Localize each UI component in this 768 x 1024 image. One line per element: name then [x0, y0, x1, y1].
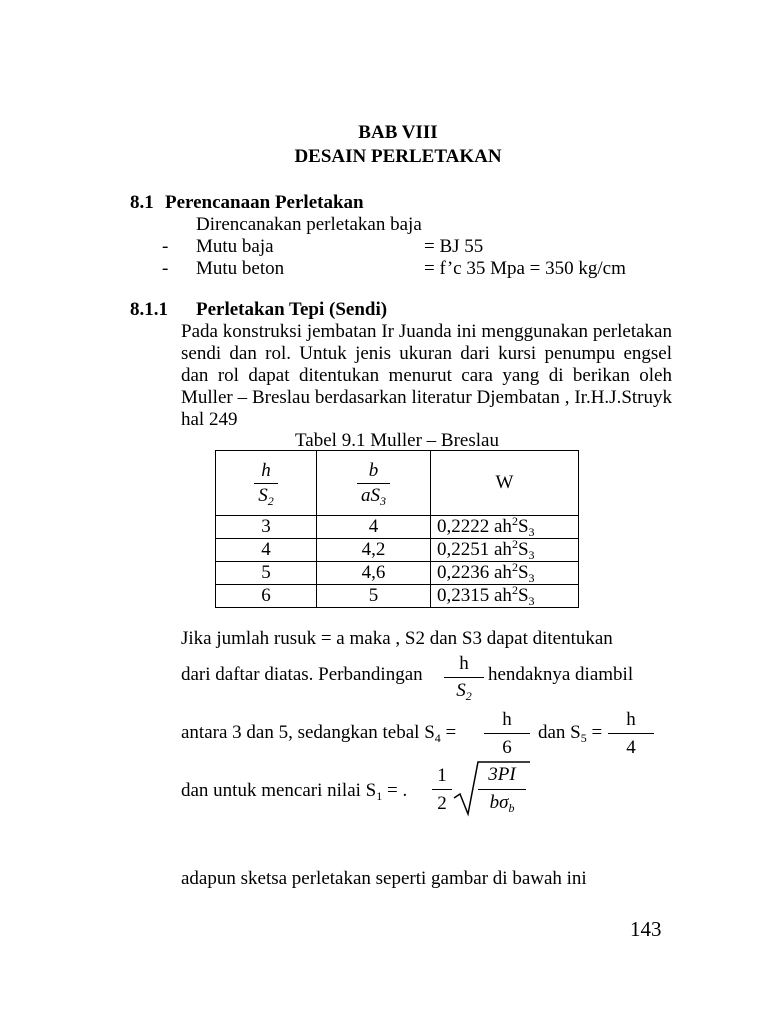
fraction-bar [484, 733, 530, 734]
list-item-value: = f’c 35 Mpa = 350 kg/cm [424, 258, 626, 279]
text-adapun: adapun sketsa perletakan seperti gambar di bawah ini [181, 868, 587, 889]
cell-h-s2: 6 [216, 585, 317, 608]
header-w: W [431, 451, 579, 516]
section-number: 8.1 [130, 192, 154, 213]
text-hendaknya: hendaknya diambil [488, 664, 634, 685]
fraction-bar [444, 677, 484, 678]
text-dari: dari daftar diatas. Perbandingan [181, 664, 423, 685]
frac-h-num: h [459, 653, 469, 674]
text-dan-untuk: dan untuk mencari nilai $S_1$ = . [181, 780, 408, 803]
list-item-label: Mutu baja [196, 236, 274, 257]
frac4-den: 4 [626, 737, 636, 758]
frac6-num: h [502, 709, 512, 730]
text-jika: Jika jumlah rusuk = a maka , S2 dan S3 dapat ditentukan [181, 628, 613, 649]
cell-h-s2: 3 [216, 516, 317, 539]
cell-h-s2: 4 [216, 539, 317, 562]
list-item-label: Mutu beton [196, 258, 285, 279]
list-bullet: - [162, 258, 169, 279]
subsection-title: Perletakan Tepi (Sendi) [196, 299, 388, 320]
section-title: Perencanaan Perletakan [165, 192, 364, 213]
cell-w: 0,2222 $ah^2S_3$ [431, 516, 579, 539]
half-den: 2 [437, 793, 447, 814]
text-antara: antara 3 dan 5, sedangkan tebal $S_4$ = [181, 722, 457, 745]
subsection-number: 8.1.1 [130, 299, 168, 320]
half-num: 1 [437, 765, 447, 786]
cell-b-as3: 5 [317, 585, 431, 608]
page-number: 143 [630, 917, 662, 941]
header-b-over-as3: $\frac{b}{aS_3}$ [317, 451, 431, 516]
body-paragraph: Pada konstruksi jembatan Ir Juanda ini menggunakan perletakan sendi dan rol. Untuk jenis ukuran dari kursi penumpu engsel dan rol dapat ditentukan menurut cara yang di berikan oleh Muller – Breslau berdasarkan literatur Djembatan , Ir.H.J.Struyk hal 249 [181, 321, 672, 430]
frac6-den: 6 [502, 737, 512, 758]
frac-s2-den: $S_2$ [456, 680, 472, 703]
cell-b-as3: 4 [317, 516, 431, 539]
cell-w: 0,2315 $ah^2S_3$ [431, 585, 579, 608]
frac4-num: h [626, 709, 636, 730]
header-h-over-s2: $\frac{h}{S_2}$ [216, 451, 317, 516]
table-caption: Tabel 9.1 Muller – Breslau [295, 430, 499, 451]
text-dan-s5: dan $S_5$ = [538, 722, 603, 745]
chapter-label: BAB VIII [358, 122, 438, 143]
fraction-bar [432, 789, 452, 790]
table-row [216, 562, 579, 585]
cell-h-s2: 5 [216, 562, 317, 585]
fraction-bar [478, 789, 526, 790]
list-item-value: = BJ 55 [424, 236, 484, 257]
fraction-bar [608, 733, 654, 734]
table-header-row [216, 451, 579, 516]
list-bullet: - [162, 236, 169, 257]
table-row [216, 516, 579, 539]
cell-w: 0,2236 $ah^2S_3$ [431, 562, 579, 585]
cell-b-as3: 4,6 [317, 562, 431, 585]
table-row [216, 585, 579, 608]
cell-b-as3: 4,2 [317, 539, 431, 562]
chapter-title: DESAIN PERLETAKAN [294, 146, 502, 167]
section-intro: Direncanakan perletakan baja [196, 214, 422, 235]
sqrt-num: 3PI [488, 764, 516, 785]
table-row [216, 539, 579, 562]
muller-breslau-table [215, 450, 579, 608]
sqrt-den: $b\sigma_b$ [489, 792, 515, 815]
cell-w: 0,2251 $ah^2S_3$ [431, 539, 579, 562]
